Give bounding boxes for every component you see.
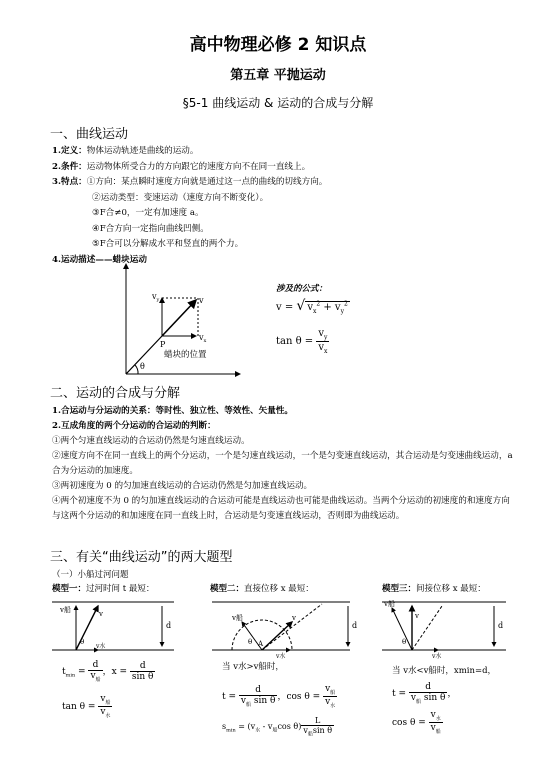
model-3-title: 模型三：间接位移 x 最短： [382,584,486,594]
svg-text:v水: v水 [432,653,442,660]
list-item: 4.运动描述——蜡块运动 [52,254,147,265]
model-2-condition: 当 v水>v船时， [222,662,284,672]
model-1-tan-formula: tan θ = $v_船$ $v_水$ [62,694,111,719]
model-1-time-formula: $t_{min}$ = d $v_船$ ，x = $\frac{d}{\text{sin θ}}$ [62,660,154,683]
list-item: 3.特点：①方向：某点瞬时速度方向就是通过这一点的曲线的切线方向。 [52,177,328,187]
fig-caption: 蜡块的位置 [164,350,207,360]
svg-text:v: v [99,610,103,618]
model-2-title: 模型二：直接位移 x 最短： [210,584,314,594]
svg-text:A: A [258,640,264,648]
vy-label: $v_y$ [152,292,160,303]
svg-text:v船: v船 [60,606,71,614]
vx-label: $v_x$ [199,333,207,344]
document-title: 高中物理必修 2 知识点 [189,35,367,55]
svg-text:θ: θ [248,638,253,646]
tan-formula: tan θ = $\frac{v_y}{v_x}$ [276,328,328,355]
svg-text:v: v [415,612,419,620]
model-1-title: 模型一：过河时间 t 最短： [52,584,155,594]
svg-text:θ: θ [402,638,407,646]
list-item: ③两初速度为 0 的匀加速直线运动的合运动仍然是匀加速直线运动。 [52,481,313,491]
list-item: ⑤F合可以分解成水平和竖直的两个力。 [92,239,244,249]
section-title: §5-1 曲线运动 & 运动的合成与分解 [182,96,374,110]
p-label: P [160,340,166,349]
model-3-figure [382,596,512,660]
part1-list [52,144,327,268]
svg-text:v船: v船 [232,614,243,622]
model-3-condition: 当 v水<v船时，xmin=d， [392,666,497,676]
model-3-time-formula: t = d $v_船$ sin θ ， [392,682,457,705]
model-2-figure [212,596,362,660]
part2-heading: 二、运动的合成与分解 [50,386,181,401]
svg-text:d: d [352,621,358,630]
theta-label: θ [140,362,145,371]
list-item: 2.互成角度的两个分运动的合运动的判断： [52,421,216,431]
part1-heading: 一、曲线运动 [50,127,129,142]
svg-text:v船: v船 [384,600,395,608]
svg-text:d: d [166,621,172,630]
svg-text:v水: v水 [276,653,286,660]
speed-formula: v = √ $v_x^2 + v_y^2$ [276,298,348,315]
model-1-figure [52,596,182,656]
svg-text:v水: v水 [96,643,106,650]
list-item: ①两个匀速直线运动的合运动仍然是匀速直线运动。 [52,436,250,446]
v-label: v [199,296,204,305]
chapter-title: 第五章 平抛运动 [230,68,326,83]
part3-heading: 三、有关“曲线运动”的两大题型 [50,550,233,565]
list-item: ②速度方向不在同一直线上的两个分运动，一个是匀速直线运动，一个是匀变速直线运动，其合运动是匀变速曲线运动，a合为分运动的加速度。 [52,451,513,476]
formula-title: 涉及的公式： [276,284,328,294]
svg-text:v: v [292,614,296,622]
part3-sub: （一）小船过河问题 [52,570,129,580]
model-2-formula: t = d $v_船$ sin θ ，cos θ = $v_船$ $v_水$ [222,684,336,709]
part2-list [52,404,514,524]
svg-text:d: d [498,621,504,630]
svg-text:θ: θ [80,638,85,646]
list-item: 1.定义：物体运动轨迹是曲线的运动。 [52,146,199,156]
list-item: 2.条件：运动物体所受合力的方向跟它的速度方向不在同一直线上。 [52,161,311,172]
list-item: ④两个初速度不为 0 的匀加速直线运动的合运动可能是直线运动也可能是曲线运动。当两个分运动的初速度的和速度方向与这两个分运动的和加速度在同一直线上时，合运动是匀变速直线运动，否则即为曲线运动。 [52,496,510,521]
list-item: 1.合运动与分运动的关系：等时性、独立性、等效性、矢量性。 [52,406,294,416]
model-3-cos-formula: cos θ = $v_水$ $v_船$ [392,710,441,735]
list-item: ③F合≠0，一定有加速度 a。 [92,208,204,218]
list-item: ②运动类型：变速运动（速度方向不断变化）。 [92,192,269,203]
list-item: ④F合方向一定指向曲线凹侧。 [92,223,209,234]
wax-block-figure [112,262,272,382]
model-2-smin-formula: $s_{min} = (v_水 - v_船\cos$ θ) L $v_船\sin$ θ [222,716,333,738]
